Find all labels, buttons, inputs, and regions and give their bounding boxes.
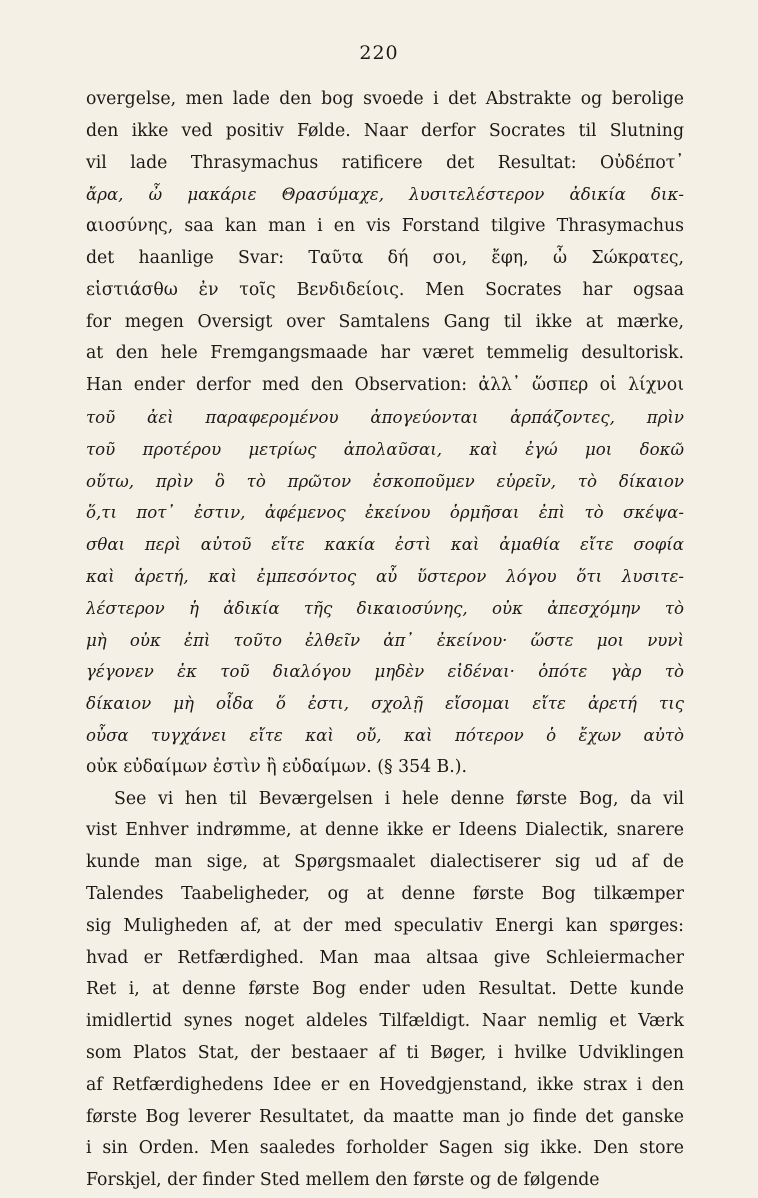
text-line: vil lade Thrasymachus ratificere det Resultat: Οὐδέποτ᾽ (86, 152, 684, 173)
text-line: kunde man sige, at Spørgsmaalet dialectiserer sig ud af de (86, 852, 684, 873)
text-line: sig Muligheden af, at der med speculativ Energi kan spørges: (86, 915, 684, 936)
text-line: τοῦ ἀεὶ παραφερομένου ἀπογεύονται ἁρπάζοντες, πρὶν (86, 407, 684, 427)
text-line: οὐκ εὐδαίμων ἐστὶν ἢ εὐδαίμων. (§ 354 B.). (86, 756, 467, 777)
text-line: det haanlige Svar: Ταῦτα δή σοι, ἔφη, ὦ Σώκρατες, (86, 247, 684, 268)
text-line: οὕτω, πρὶν ὃ τὸ πρῶτον ἐσκοποῦμεν εὑρεῖν, τὸ δίκαιον (86, 471, 684, 491)
text-line: overgelse, men lade den bog svoede i det Abstrakte og berolige (86, 89, 684, 109)
text-line: Han ender derfor med den Observation: ἀλλ᾽ ὥσπερ οἱ λίχνοι (86, 375, 684, 396)
text-line: den ikke ved positiv Følde. Naar derfor Socrates til Slutning (86, 120, 684, 141)
text-line: τοῦ προτέρου μετρίως ἀπολαῦσαι, καὶ ἐγώ μοι δοκῶ (86, 439, 684, 459)
text-line: at den hele Fremgangsmaade har været temmelig desultorisk. (86, 343, 684, 364)
text-line: første Bog leverer Resultatet, da maatte man jo finde det ganske (86, 1106, 684, 1127)
text-line: imidlertid synes noget aldeles Tilfældigt. Naar nemlig et Værk (86, 1011, 684, 1032)
text-line: Talendes Taabeligheder, og at denne første Bog tilkæmper (86, 883, 684, 904)
text-line: for megen Oversigt over Samtalens Gang til ikke at mærke, (86, 311, 684, 332)
text-line: αιοσύνης, saa kan man i en vis Forstand tilgive Thrasymachus (86, 216, 684, 237)
page-number: 220 (359, 42, 399, 64)
text-line: ὅ,τι ποτ᾽ ἐστιν, ἀφέμενος ἐκείνου ὁρμῆσαι ἐπὶ τὸ σκέψα- (86, 503, 684, 523)
text-line: ἄρα, ὦ μακάριε Θρασύμαχε, λυσιτελέστερον ἀδικία δικ- (86, 185, 684, 205)
text-line: som Platos Stat, der bestaaer af ti Bøger, i hvilke Udviklingen (86, 1042, 684, 1063)
text-line: δίκαιον μὴ οἶδα ὅ ἐστι, σχολῇ εἴσομαι εἴτε ἀρετή τις (86, 694, 684, 714)
text-line: μὴ οὐκ ἐπὶ τοῦτο ἐλθεῖν ἀπ᾽ ἐκείνου· ὥστε μοι νυνὶ (86, 630, 684, 650)
text-line: Forskjel, der finder Sted mellem den første og de følgende (86, 1170, 600, 1191)
text-line: οὖσα τυγχάνει εἴτε καὶ οὔ, καὶ πότερον ὁ ἔχων αὐτὸ (86, 725, 684, 745)
text-line: vist Enhver indrømme, at denne ikke er Ideens Dialectik, snarere (86, 820, 684, 841)
text-line: γέγονεν ἐκ τοῦ διαλόγου μηδὲν εἰδέναι· ὁπότε γὰρ τὸ (86, 662, 684, 682)
text-line: Ret i, at denne første Bog ender uden Resultat. Dette kunde (86, 979, 684, 1000)
text-line: hvad er Retfærdighed. Man maa altsaa give Schleiermacher (86, 947, 684, 968)
text-line: af Retfærdighedens Idee er en Hovedgjenstand, ikke strax i den (86, 1074, 684, 1095)
text-line: See vi hen til Beværgelsen i hele denne første Bog, da vil (114, 788, 684, 809)
text-line: καὶ ἀρετή, καὶ ἐμπεσόντος αὖ ὕστερον λόγου ὅτι λυσιτε- (86, 566, 684, 586)
text-line: λέστερον ἡ ἀδικία τῆς δικαιοσύνης, οὐκ ἀπεσχόμην τὸ (86, 598, 684, 618)
body-text (86, 84, 684, 1197)
text-line: i sin Orden. Men saaledes forholder Sagen sig ikke. Den store (86, 1138, 684, 1159)
text-line: σθαι περὶ αὐτοῦ εἴτε κακία ἐστὶ καὶ ἀμαθία εἴτε σοφία (86, 535, 684, 555)
text-line: εἱστιάσθω ἐν τοῖς Βενδιδείοις. Men Socrates har ogsaa (86, 279, 684, 300)
